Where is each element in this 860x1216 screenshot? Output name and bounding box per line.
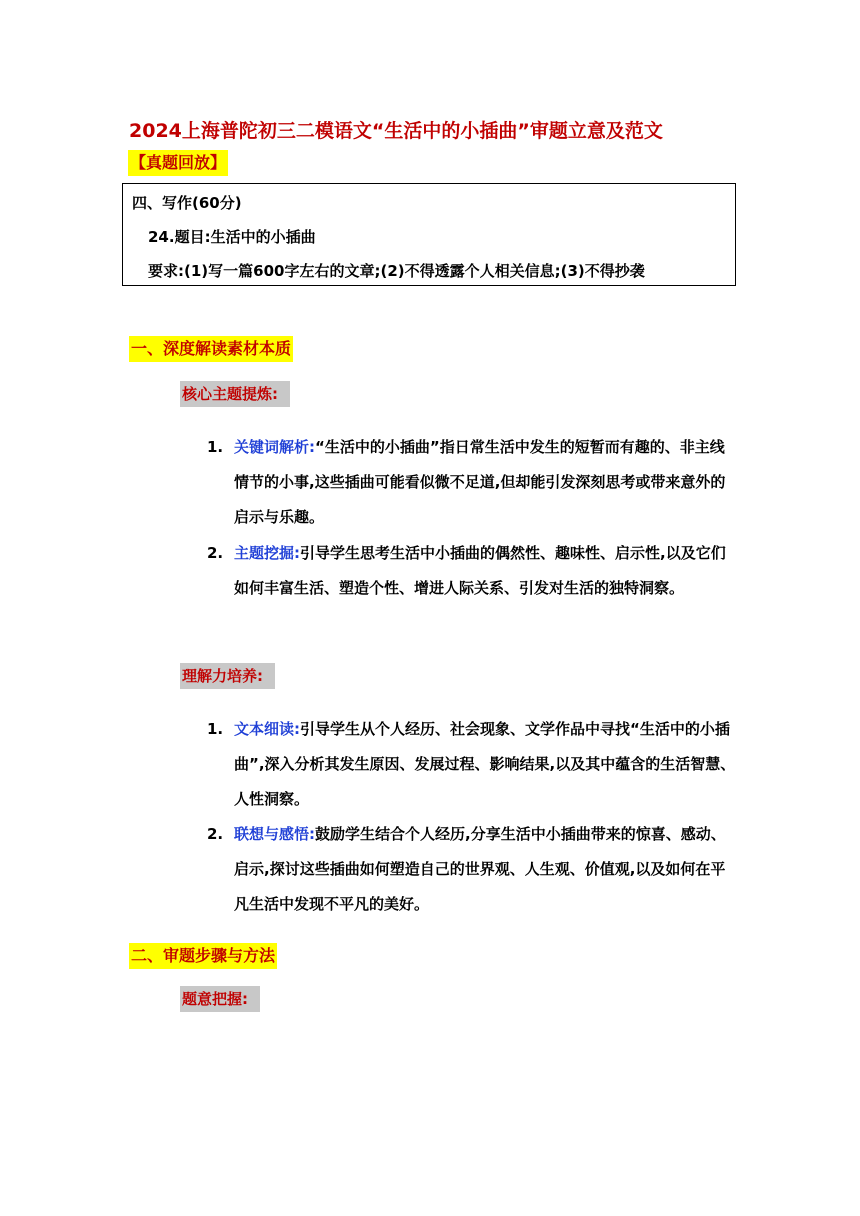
subsection-heading-core-theme: 核心主题提炼: bbox=[180, 381, 290, 407]
list-item-text: 引导学生从个人经历、社会现象、文学作品中寻找“生活中的小插曲”,深入分析其发生原因、发展过程、影响结果,以及其中蕴含的生活智慧、人性洞察。 bbox=[234, 720, 736, 808]
list-item bbox=[207, 712, 737, 817]
question-section-label: 四、写作(60分) bbox=[132, 194, 242, 212]
list-item-key: 关键词解析: bbox=[234, 438, 315, 456]
question-topic: 24.题目:生活中的小插曲 bbox=[148, 228, 316, 246]
list-item-number: 2. bbox=[207, 544, 224, 562]
real-question-tag: 【真题回放】 bbox=[128, 150, 228, 176]
subsection-heading-comprehension: 理解力培养: bbox=[180, 663, 275, 689]
list-item-number: 1. bbox=[207, 720, 224, 738]
list-item-key: 文本细读: bbox=[234, 720, 300, 738]
section-heading-1: 一、深度解读素材本质 bbox=[129, 336, 293, 362]
list-item-text: 鼓励学生结合个人经历,分享生活中小插曲带来的惊喜、感动、启示,探讨这些插曲如何塑造自己的世界观、人生观、价值观,以及如何在平凡生活中发现不平凡的美好。 bbox=[234, 825, 726, 913]
question-requirements: 要求:(1)写一篇600字左右的文章;(2)不得透露个人相关信息;(3)不得抄袭 bbox=[148, 262, 645, 280]
list-item-text: “生活中的小插曲”指日常生活中发生的短暂而有趣的、非主线情节的小事,这些插曲可能看似微不足道,但却能引发深刻思考或带来意外的启示与乐趣。 bbox=[234, 438, 726, 526]
list-item-key: 联想与感悟: bbox=[234, 825, 315, 843]
document-title: 2024上海普陀初三二模语文“生活中的小插曲”审题立意及范文 bbox=[129, 120, 663, 142]
list-item-number: 2. bbox=[207, 825, 224, 843]
list-item bbox=[207, 536, 737, 606]
list-item-number: 1. bbox=[207, 438, 224, 456]
list-item bbox=[207, 817, 737, 922]
section-heading-2: 二、审题步骤与方法 bbox=[129, 943, 277, 969]
list-item bbox=[207, 430, 737, 535]
subsection-heading-topic-grasp: 题意把握: bbox=[180, 986, 260, 1012]
list-item-text: 引导学生思考生活中小插曲的偶然性、趣味性、启示性,以及它们如何丰富生活、塑造个性、增进人际关系、引发对生活的独特洞察。 bbox=[234, 544, 726, 597]
list-item-key: 主题挖掘: bbox=[234, 544, 300, 562]
question-box bbox=[122, 183, 736, 286]
